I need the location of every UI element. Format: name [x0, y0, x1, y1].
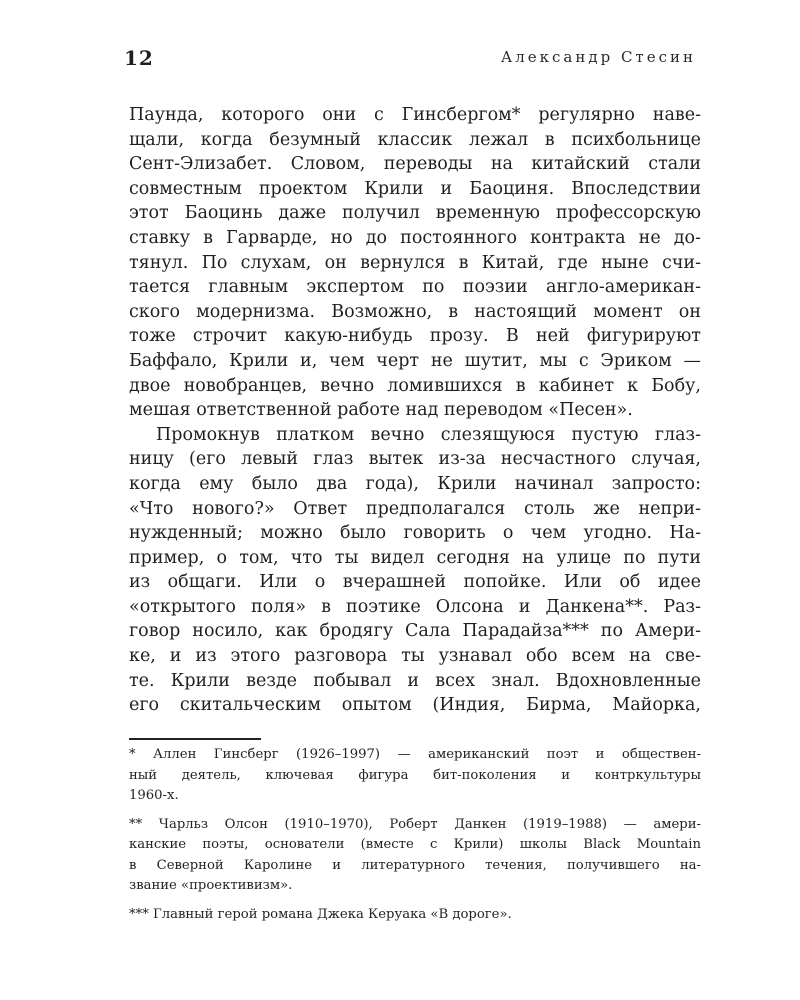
text-line: его скитальческим опытом (Индия, Бирма, Майорка, [129, 695, 701, 716]
text-line: из общаги. Или о вчерашней попойке. Или об идее [129, 572, 701, 593]
footnote-line: ный деятель, ключевая фигура бит-поколения и контркультуры [129, 767, 701, 783]
text-line: ницу (его левый глаз вытек из-за несчастного случая, [129, 449, 701, 470]
text-line: нужденный; можно было говорить о чем угодно. На- [129, 523, 701, 544]
text-line: Баффало, Крили и, чем черт не шутит, мы с Эриком — [129, 350, 701, 371]
text-line: «открытого поля» в поэтике Олсона и Данкена**. Раз- [129, 596, 701, 617]
body-text [129, 103, 701, 718]
text-line: двое новобранцев, вечно ломившихся в кабинет к Бобу, [129, 375, 701, 396]
footnote-line: в Северной Каролине и литературного течения, получившего на- [129, 857, 701, 873]
text-line: тянул. По слухам, он вернулся в Китай, где ныне счи- [129, 252, 701, 273]
paragraph-first-line: Промокнув платком вечно слезящуюся пустую глаз- [156, 424, 701, 445]
text-line: когда ему было два года), Крили начинал запросто: [129, 473, 701, 494]
footnotes [129, 745, 701, 925]
footnote-line: 1960-х. [129, 788, 179, 803]
text-line: тается главным экспертом по поэзии англо-американ- [129, 277, 701, 298]
text-line: ставку в Гарварде, но до постоянного контракта не до- [129, 227, 701, 248]
text-line: говор носило, как бродягу Сала Парадайза*** по Амери- [129, 621, 701, 642]
page-number: 12 [124, 46, 154, 70]
text-line: пример, о том, что ты видел сегодня на улице по пути [129, 547, 701, 568]
text-line: совместным проектом Крили и Баоциня. Впоследствии [129, 178, 701, 199]
text-line: те. Крили везде побывал и всех знал. Вдохновленные [129, 670, 701, 691]
text-line: мешая ответственной работе над переводом «Песен». [129, 400, 633, 421]
text-line: щали, когда безумный классик лежал в психбольнице [129, 129, 701, 150]
footnote-line: * Аллен Гинсберг (1926–1997) — американский поэт и обществен- [129, 747, 701, 762]
text-line: ке, и из этого разговора ты узнавал обо всем на све- [129, 646, 701, 667]
text-line: ского модернизма. Возможно, в настоящий момент он [129, 301, 701, 322]
footnote-line: звание «проективизм». [129, 878, 293, 893]
running-head: Александр Стесин [500, 48, 696, 66]
footnote-line: *** Главный герой романа Джека Керуака «В дороге». [129, 906, 512, 922]
text-line: «Что нового?» Ответ предполагался столь же непри- [129, 498, 701, 519]
footnote-line: ** Чарльз Олсон (1910–1970), Роберт Данкен (1919–1988) — амери- [129, 816, 701, 832]
text-line: Паунда, которого они с Гинсбергом* регулярно наве- [129, 105, 701, 125]
footnote-line: канские поэты, основатели (вместе с Крили) школы Black Mountain [129, 837, 701, 852]
footnote-divider [129, 738, 261, 740]
text-line: этот Баоцинь даже получил временную профессорскую [129, 203, 701, 224]
text-line: тоже строчит какую-нибудь прозу. В ней фигурируют [129, 326, 701, 347]
text-line: Сент-Элизабет. Словом, переводы на китайский стали [129, 154, 701, 175]
